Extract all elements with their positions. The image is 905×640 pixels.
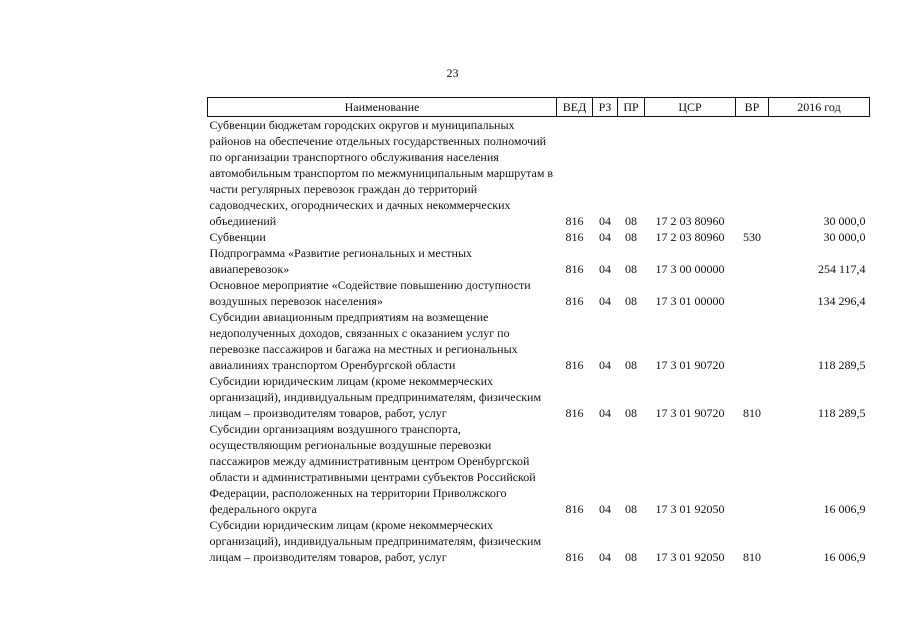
cell-vr (736, 117, 769, 230)
cell-csr: 17 3 01 90720 (655, 358, 725, 372)
table-row (208, 117, 870, 230)
cell-pr: 08 (625, 230, 637, 244)
table-row (208, 309, 870, 373)
cell-amount: 16 006,9 (823, 550, 866, 564)
header-name: Наименование (208, 98, 557, 117)
cell-pr: 08 (625, 294, 637, 308)
cell-pr: 08 (625, 406, 637, 420)
cell-amount: 254 117,4 (817, 262, 866, 276)
cell-ved: 816 (565, 406, 584, 420)
table-row (208, 229, 870, 245)
cell-pr: 08 (625, 550, 637, 564)
cell-amount: 16 006,9 (823, 502, 866, 516)
cell-name: Субсидии организациям воздушного транспорта, осуществляющим региональные воздушные перевозки пассажиров между административным центром Оренбургской области и административными центрами субъектов Российской Федерации, расположенных на территории Приволжского федерального округа (209, 422, 536, 516)
cell-pr: 08 (625, 358, 637, 372)
header-csr: ЦСР (645, 98, 736, 117)
page-number: 23 (446, 66, 459, 80)
cell-rz: 04 (599, 502, 611, 516)
cell-ved: 816 (565, 550, 584, 564)
cell-vr (736, 277, 769, 309)
cell-ved: 816 (565, 502, 584, 516)
table-row (208, 373, 870, 421)
cell-amount: 30 000,0 (823, 230, 866, 244)
cell-vr (736, 421, 769, 517)
table-row (208, 517, 870, 565)
table-row (208, 421, 870, 517)
cell-name: Субсидии юридическим лицам (кроме некоммерческих организаций), индивидуальным предпринимателям, физическим лицам – производителям товаров, работ, услуг (209, 518, 542, 564)
cell-ved: 816 (565, 214, 584, 228)
cell-rz: 04 (599, 214, 611, 228)
cell-csr: 17 3 00 00000 (655, 262, 725, 276)
cell-csr: 17 3 01 90720 (655, 406, 725, 420)
cell-pr: 08 (625, 502, 637, 516)
cell-amount: 118 289,5 (817, 406, 866, 420)
cell-name: Основное мероприятие «Содействие повышению доступности воздушных перевозок населения» (209, 278, 531, 308)
table-header-row (208, 98, 870, 117)
cell-vr: 810 (743, 406, 761, 420)
cell-ved: 816 (565, 262, 584, 276)
cell-rz: 04 (599, 358, 611, 372)
cell-amount: 30 000,0 (823, 214, 866, 228)
budget-table (207, 97, 870, 565)
cell-csr: 17 2 03 80960 (655, 230, 725, 244)
cell-csr: 17 3 01 00000 (655, 294, 725, 308)
cell-pr: 08 (625, 262, 637, 276)
cell-name: Субвенции бюджетам городских округов и муниципальных районов на обеспечение отдельных государственных полномочий по организации транспортного обслуживания населения автомобильным транспортом по межмуниципальным маршрутам в части регулярных перевозок граждан до территорий садоводческих, огороднических и дачных некоммерческих объединений (209, 118, 554, 228)
cell-vr: 810 (743, 550, 761, 564)
cell-amount: 134 296,4 (817, 294, 866, 308)
cell-name: Субвенции (209, 230, 266, 244)
cell-rz: 04 (599, 550, 611, 564)
cell-rz: 04 (599, 294, 611, 308)
cell-ved: 816 (565, 230, 584, 244)
cell-pr: 08 (625, 214, 637, 228)
cell-vr (736, 309, 769, 373)
cell-vr (736, 245, 769, 277)
table-row (208, 277, 870, 309)
cell-rz: 04 (599, 406, 611, 420)
header-pr: ПР (618, 98, 645, 117)
header-vr: ВР (736, 98, 769, 117)
cell-csr: 17 3 01 92050 (655, 502, 725, 516)
cell-rz: 04 (599, 230, 611, 244)
cell-name: Подпрограмма «Развитие региональных и местных авиаперевозок» (209, 246, 473, 276)
cell-rz: 04 (599, 262, 611, 276)
cell-csr: 17 2 03 80960 (655, 214, 725, 228)
cell-ved: 816 (565, 294, 584, 308)
header-year: 2016 год (769, 98, 870, 117)
header-ved: ВЕД (557, 98, 593, 117)
cell-name: Субсидии юридическим лицам (кроме некоммерческих организаций), индивидуальным предпринимателям, физическим лицам – производителям товаров, работ, услуг (209, 374, 542, 420)
header-rz: РЗ (593, 98, 618, 117)
cell-csr: 17 3 01 92050 (655, 550, 725, 564)
cell-amount: 118 289,5 (817, 358, 866, 372)
table-row (208, 245, 870, 277)
cell-name: Субсидии авиационным предприятиям на возмещение недополученных доходов, связанных с оказанием услуг по перевозке пассажиров и багажа на местных и региональных авиалиниях транспортом Оренбургской области (209, 310, 518, 372)
cell-ved: 816 (565, 358, 584, 372)
cell-vr: 530 (743, 230, 761, 244)
